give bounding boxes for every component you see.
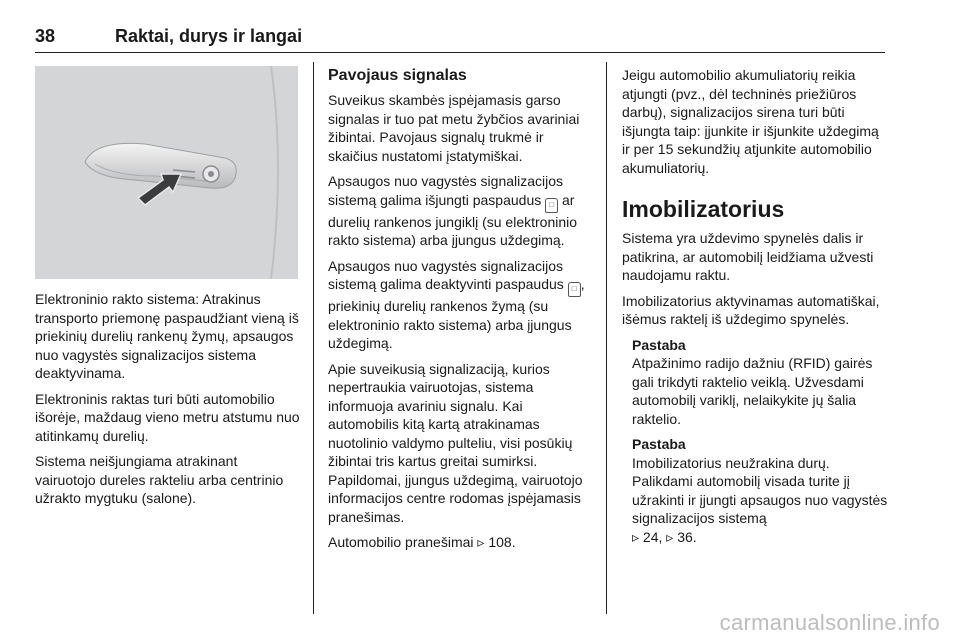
paragraph — [328, 172, 596, 250]
paragraph: Apie suveikusią signalizaciją, kurios nepertraukia vairuotojas, sistema informuoja avariniu signalu. Kai automobilis kitą kartą atrakinamas nuotolinio valdymo pulteliu, visi posūkių žibintai tris kartus greitai sumirksi. Papildomai, įjungus uždegimą, vairuotojo informacijos centre rodomas įspėjamasis pranešimas. — [328, 360, 583, 525]
paragraph: Elektroninis raktas turi būti automobilio išorėje, maždaug vieno metru atstumu nuo atitinkamų durelių. — [35, 390, 300, 444]
paragraph — [328, 533, 596, 552]
paragraph: Sistema yra uždevimo spynelės dalis ir patikrina, ar automobilį leidžiama užvesti naudojamu raktu. — [622, 230, 874, 283]
middle-column — [328, 66, 596, 559]
note-text: Atpažinimo radijo dažniu (RFID) gairės gali trikdyti raktelio veiklą. Užvesdami automobilį variklį, nelaikykite jų šalia raktelio. — [632, 355, 873, 427]
padlock-closed-icon: □ — [545, 198, 558, 213]
note-label: Pastaba — [632, 336, 686, 353]
page-reference-arrow-icon: ▹ — [666, 528, 674, 545]
watermark: carmanualsonline.info — [719, 610, 940, 635]
page-number: 38 — [35, 26, 56, 46]
door-handle-drawing — [35, 66, 298, 279]
paragraph: Jeigu automobilio akumuliatorių reikia atjungti (pvz., dėl techninės priežiūros darbų), signalizacijos sirena turi būti išjungta taip: įjunkite ir išjunkite uždegimą ir per 15 sekundžių atjunkite automobilio akumuliatorių. — [622, 67, 879, 176]
paragraph: Suveikus skambės įspėjamasis garso signalas ir tuo pat metu žybčios avariniai žibintai. Pavojaus signalų trukmė ir skaičius nustatomi įstatymiškai. — [328, 92, 580, 164]
text-run: Apsaugos nuo vagystės signalizacijos sistemą galima deaktyvinti paspaudus — [328, 257, 564, 292]
column-divider — [313, 62, 314, 614]
paragraph — [328, 257, 596, 353]
page-reference[interactable]: 108. — [488, 534, 516, 550]
text-run: Apsaugos nuo vagystės signalizacijos sistemą galima išjungti paspaudus — [328, 173, 564, 208]
note-label: Pastaba — [632, 436, 686, 452]
padlock-open-icon: □ — [568, 282, 581, 297]
section-heading: Imobilizatorius — [622, 196, 785, 222]
column-divider — [606, 62, 607, 614]
page-header — [35, 26, 885, 52]
right-column — [622, 66, 888, 553]
left-column — [35, 290, 300, 515]
page-reference-arrow-icon: ▹ — [632, 528, 640, 545]
page-reference[interactable]: 36. — [677, 528, 697, 545]
paragraph: Sistema neišjungiama atrakinant vairuotojo dureles rakteliu arba centrinio užrakto mygtuku (salone). — [35, 453, 284, 506]
note-block — [622, 336, 888, 429]
note-block — [622, 435, 888, 546]
chapter-title: Raktai, durys ir langai — [115, 26, 303, 46]
text-run: , priekinių durelių rankenos žymą (su elektroninio rakto sistema) arba įjungus uždegimą. — [328, 276, 585, 351]
header-divider — [35, 52, 885, 53]
paragraph: Imobilizatorius aktyvinamas automatiškai, išėmus raktelį iš uždegimo spynelės. — [622, 292, 880, 327]
page-reference-arrow-icon: ▹ — [477, 534, 485, 550]
text-run: Automobilio pranešimai — [328, 534, 474, 550]
page-reference[interactable]: 24, — [642, 528, 663, 545]
text-run: ar durelių rankenos jungiklį (su elektroninio rakto sistema) arba įjungus uždegimą. — [328, 191, 578, 248]
note-text: Imobilizatorius neužrakina durų. Palikdami automobilį visada turite jį užrakinti ir įjungti apsaugos nuo vagystės signalizacijos sistemą — [632, 454, 888, 526]
paragraph: Elektroninio rakto sistema: Atrakinus transporto priemonę paspaudžiant vieną iš priekinių durelių rankenų žymų, apsaugos nuo vagystės signalizacijos sistema deaktyvinama. — [35, 291, 299, 381]
door-handle-illustration — [35, 66, 298, 279]
section-heading: Pavojaus signalas — [328, 67, 467, 84]
